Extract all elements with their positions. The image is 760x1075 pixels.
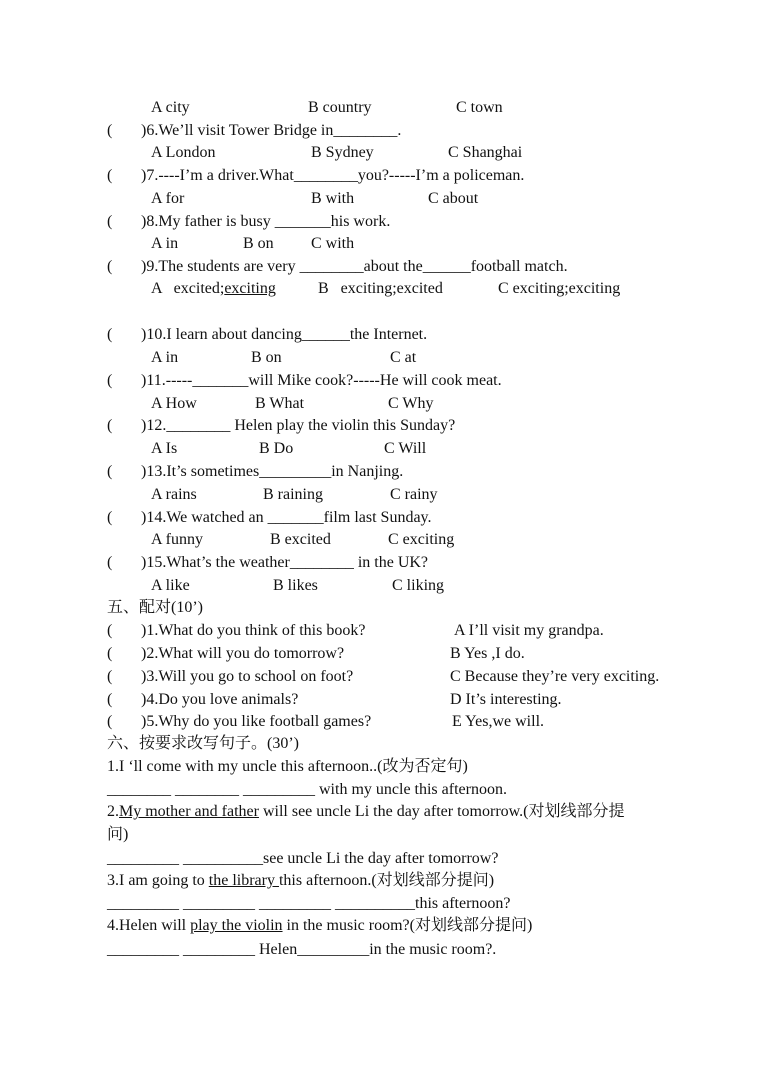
q11-paren-open: (	[107, 372, 113, 389]
q9-option-b: B exciting;excited	[318, 280, 443, 297]
q13-option-c: C rainy	[390, 486, 438, 503]
q5-option-a: A city	[151, 99, 190, 116]
match3-paren-open: (	[107, 668, 113, 685]
section5-title: 五、配对(10’)	[107, 599, 203, 616]
q12-option-a: A Is	[151, 440, 178, 457]
q5-option-b: B country	[308, 99, 372, 116]
rewrite2-prompt-cont: 问)	[107, 826, 129, 843]
rewrite1-answer-line: ________ ________ _________ with my uncle this afternoon.	[107, 781, 507, 798]
q13-paren-open: (	[107, 463, 113, 480]
match4-paren-open: (	[107, 691, 113, 708]
match3-question: )3.Will you go to school on foot?	[141, 668, 354, 685]
q11-option-a: A How	[151, 395, 197, 412]
q6-option-c: C Shanghai	[448, 144, 523, 161]
rewrite1-prompt: 1.I ‘ll come with my uncle this afternoon..(改为否定句)	[107, 758, 468, 775]
q9-paren-open: (	[107, 258, 113, 275]
match2-question: )2.What will you do tomorrow?	[141, 645, 345, 662]
match4-question: )4.Do you love animals?	[141, 691, 299, 708]
q10-paren-open: (	[107, 326, 113, 343]
q11-option-b: B What	[255, 395, 305, 412]
q12-option-b: B Do	[259, 440, 294, 457]
q6-option-a: A London	[151, 144, 216, 161]
q7-option-b: B with	[311, 190, 355, 207]
q15-option-a: A like	[151, 577, 190, 594]
rewrite4-prompt: 4.Helen will play the violin in the music room?(对划线部分提问)	[107, 917, 533, 934]
rewrite3-prompt: 3.I am going to the library this afternoon.(对划线部分提问)	[107, 872, 495, 889]
q15-option-b: B likes	[273, 577, 318, 594]
match-answer-a: A I’ll visit my grandpa.	[454, 622, 604, 639]
match-answer-d: D It’s interesting.	[450, 691, 562, 708]
match2-paren-open: (	[107, 645, 113, 662]
q9-option-c: C exciting;exciting	[498, 280, 621, 297]
match5-question: )5.Why do you like football games?	[141, 713, 372, 730]
q8-option-c: C with	[311, 235, 355, 252]
q13-option-b: B raining	[263, 486, 323, 503]
match5-paren-open: (	[107, 713, 113, 730]
q5-option-c: C town	[456, 99, 503, 116]
q10-option-a: A in	[151, 349, 179, 366]
q8-option-b: B on	[243, 235, 274, 252]
q14-option-b: B excited	[270, 531, 331, 548]
q8-option-a: A in	[151, 235, 179, 252]
q7-option-a: A for	[151, 190, 185, 207]
q13-stem: )13.It’s sometimes_________in Nanjing.	[141, 463, 404, 480]
q6-stem: )6.We’ll visit Tower Bridge in________.	[141, 122, 402, 139]
q14-option-c: C exciting	[388, 531, 455, 548]
q7-paren-open: (	[107, 167, 113, 184]
rewrite4-answer-line: _________ _________ Helen_________in the music room?.	[107, 941, 497, 958]
q11-stem: )11.-----_______will Mike cook?-----He will cook meat.	[141, 372, 502, 389]
match-answer-e: E Yes,we will.	[452, 713, 545, 730]
q8-paren-open: (	[107, 213, 113, 230]
q11-option-c: C Why	[388, 395, 434, 412]
q8-stem: )8.My father is busy _______his work.	[141, 213, 391, 230]
q6-paren-open: (	[107, 122, 113, 139]
q10-option-c: C at	[390, 349, 417, 366]
match-answer-c: C Because they’re very exciting.	[450, 668, 660, 685]
q15-option-c: C liking	[392, 577, 445, 594]
q14-option-a: A funny	[151, 531, 203, 548]
q9-stem: )9.The students are very ________about the______football match.	[141, 258, 568, 275]
q15-stem: )15.What’s the weather________ in the UK?	[141, 554, 429, 571]
q10-stem: )10.I learn about dancing______the Internet.	[141, 326, 428, 343]
q12-option-c: C Will	[384, 440, 427, 457]
q7-option-c: C about	[428, 190, 479, 207]
q15-paren-open: (	[107, 554, 113, 571]
q13-option-a: A rains	[151, 486, 197, 503]
q12-stem: )12.________ Helen play the violin this Sunday?	[141, 417, 456, 434]
section6-title: 六、按要求改写句子。(30’)	[107, 735, 299, 752]
q12-paren-open: (	[107, 417, 113, 434]
q6-option-b: B Sydney	[311, 144, 374, 161]
q7-stem: )7.----I’m a driver.What________you?-----I’m a policeman.	[141, 167, 525, 184]
q14-stem: )14.We watched an _______film last Sunday.	[141, 509, 432, 526]
match-answer-b: B Yes ,I do.	[450, 645, 525, 662]
match1-question: )1.What do you think of this book?	[141, 622, 366, 639]
rewrite3-answer-line: _________ _________ _________ __________this afternoon?	[107, 895, 511, 912]
rewrite2-answer-line: _________ __________see uncle Li the day after tomorrow?	[107, 850, 499, 867]
q10-option-b: B on	[251, 349, 282, 366]
q9-option-a: A excited;exciting	[151, 280, 276, 297]
rewrite2-prompt: 2.My mother and father will see uncle Li the day after tomorrow.(对划线部分提	[107, 803, 625, 820]
match1-paren-open: (	[107, 622, 113, 639]
q14-paren-open: (	[107, 509, 113, 526]
